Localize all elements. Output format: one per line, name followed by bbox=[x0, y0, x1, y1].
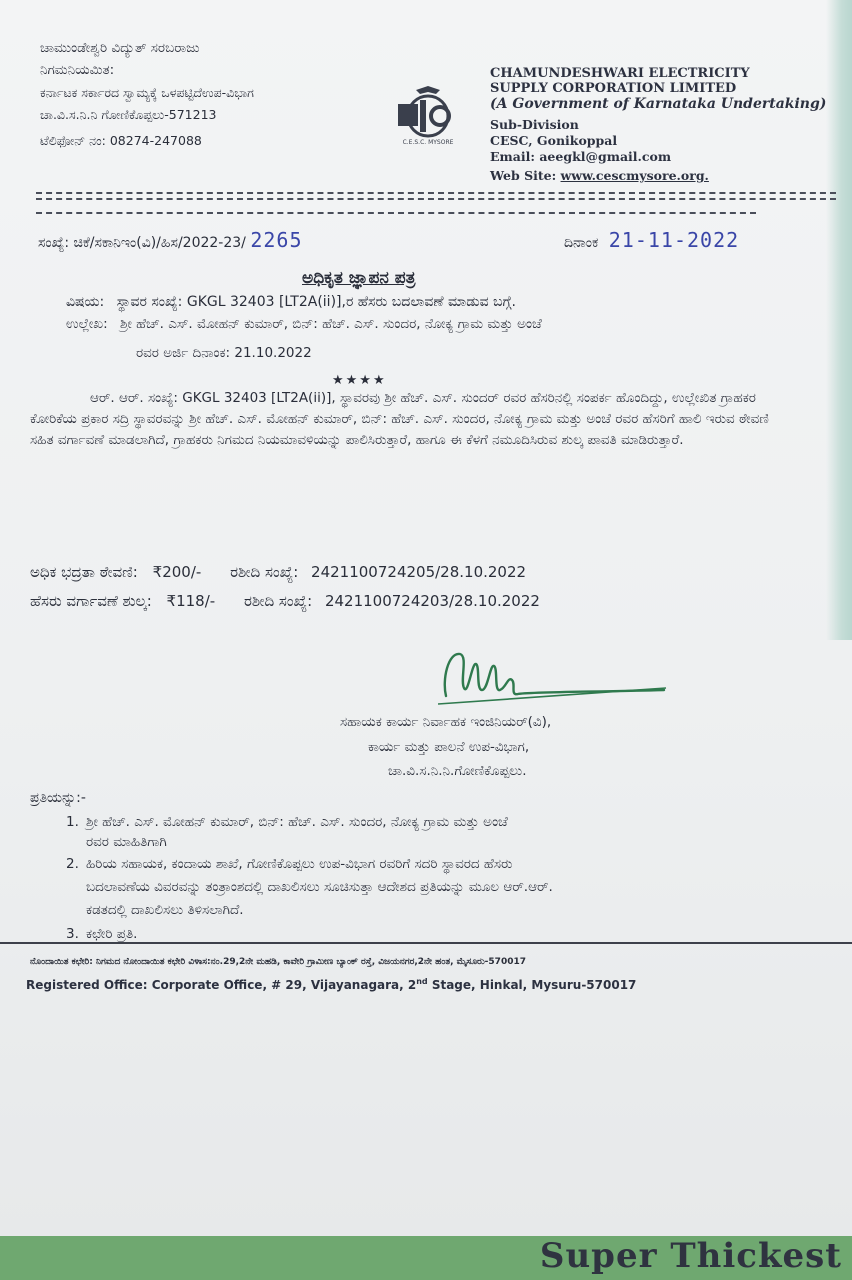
footer-text-part2: Stage, Hinkal, Mysuru-570017 bbox=[427, 978, 637, 992]
receipt-label: ರಶೀದಿ ಸಂಖ್ಯೆ: bbox=[230, 563, 299, 581]
copy-item-1-number: 1. bbox=[66, 814, 79, 830]
copy-item-2-line1: ಹಿರಿಯ ಸಹಾಯಕ, ಕಂದಾಯ ಶಾಖೆ, ಗೋಣಿಕೊಪ್ಪಲು ಉಪ-ವಿಭಾಗ ರವರಿಗೆ ಸದರಿ ಸ್ಥಾವರದ ಹೆಸರು bbox=[86, 856, 513, 872]
english-web-line bbox=[490, 168, 709, 183]
ref-number-line bbox=[38, 228, 303, 252]
receipt-number: 2421100724203/28.10.2022 bbox=[324, 592, 540, 610]
subject-line bbox=[66, 294, 516, 311]
fee-row-security-deposit bbox=[30, 563, 526, 581]
kannada-nigama: ನಿಗಮನಿಯಮಿತ: bbox=[40, 62, 115, 78]
green-background-right bbox=[826, 0, 852, 640]
header-rule-1 bbox=[36, 192, 836, 194]
date-line bbox=[564, 228, 740, 252]
web-link[interactable]: www.cescmysore.org. bbox=[560, 168, 709, 183]
web-label: Web Site: bbox=[490, 168, 561, 183]
header-rule-2 bbox=[36, 198, 836, 200]
english-cesc-gonikoppal: CESC, Gonikoppal bbox=[490, 133, 618, 148]
header-rule-3 bbox=[36, 212, 756, 214]
background-brand-text: Super Thickest bbox=[539, 1236, 842, 1276]
memo-title: ಅಧಿಕೃತ ಜ್ಞಾಪನ ಪತ್ರ bbox=[302, 268, 416, 288]
reference-text-2: ರವರ ಅರ್ಜಿ ದಿನಾಂಕ: 21.10.2022 bbox=[136, 345, 312, 361]
english-email-line bbox=[490, 149, 671, 164]
copy-item-3-line1: ಕಛೇರಿ ಪ್ರತಿ. bbox=[86, 926, 138, 942]
copy-item-1-line1: ಶ್ರೀ ಹೆಚ್. ಎಸ್. ಮೋಹನ್ ಕುಮಾರ್, ಬಿನ್: ಹೆಚ್. ಎಸ್. ಸುಂದರ, ನೋಕ್ಯ ಗ್ರಾಮ ಮತ್ತು ಅಂಚೆ bbox=[86, 814, 508, 830]
reference-label: ಉಲ್ಲೇಖ: bbox=[66, 316, 108, 332]
kannada-office-line: ಚಾ.ವಿ.ಸ.ನಿ.ನಿ ಗೋಣಿಕೊಪ್ಪಲು-571213 bbox=[40, 107, 217, 122]
kannada-phone-line: ಟೆಲಿಫೋನ್ ನಂ: 08274-247088 bbox=[40, 133, 202, 148]
body-paragraph: ಆರ್. ಆರ್. ಸಂಖ್ಯೆ: GKGL 32403 [LT2A(ii)], ಸ್ಥಾವರವು ಶ್ರೀ ಹೆಚ್. ಎಸ್. ಸುಂದರ್ ರವರ ಹೆಸರಿನಲ್ಲಿ ಸಂಪರ್ಕ ಹೊಂದಿದ್ದು, ಉಲ್ಲೇಖಿತ ಗ್ರಾಹಕರ ಕೋರಿಕೆಯ ಪ್ರಕಾರ ಸದ್ರಿ ಸ್ಥಾವರವನ್ನು ಶ್ರೀ ಹೆಚ್. ಎಸ್. ಮೋಹನ್ ಕುಮಾರ್, ಬಿನ್: ಹೆಚ್. ಎಸ್. ಸುಂದರ, ನೋಕ್ಯ ಗ್ರಾಮ ಮತ್ತು ಅಂಚೆ ರವರ ಹೆಸರಿಗೆ ಹಾಲಿ ಇರುವ ಠೇವಣಿ ಸಹಿತ ವರ್ಗಾವಣೆ ಮಾಡಲಾಗಿದೆ, ಗ್ರಾಹಕರು ನಿಗಮದ ನಿಯಮಾವಳಿಯನ್ನು ಪಾಲಿಸಿರುತ್ತಾರೆ, ಹಾಗೂ ಈ ಕೆಳಗೆ ನಮೂದಿಸಿರುವ ಶುಲ್ಕ ಪಾವತಿ ಮಾಡಿರುತ್ತಾರೆ. bbox=[30, 390, 769, 448]
fee-amount: ₹118/- bbox=[166, 592, 216, 610]
ref-label: ಸಂಖ್ಯೆ: ಚಿಕೆ/ಸಕಾನಿಇಂ(ವಿ)/ಹಿಸ/2022-23/ bbox=[38, 235, 246, 251]
email-label: Email: bbox=[490, 149, 540, 164]
english-org-line1: CHAMUNDESHWARI ELECTRICITY bbox=[490, 66, 750, 81]
ref-number-handwritten: 2265 bbox=[250, 228, 303, 252]
fee-label: ಹೆಸರು ವರ್ಗಾವಣೆ ಶುಲ್ಕ: bbox=[30, 592, 152, 610]
signatory-location: ಚಾ.ವಿ.ಸ.ನಿ.ನಿ.ಗೋಣಿಕೊಪ್ಪಲು. bbox=[388, 763, 527, 779]
fee-label: ಅಧಿಕ ಭದ್ರತಾ ಠೇವಣಿ: bbox=[30, 563, 138, 581]
receipt-label: ರಶೀದಿ ಸಂಖ್ಯೆ: bbox=[243, 592, 313, 610]
signatory-office: ಕಾರ್ಯ ಮತ್ತು ಪಾಲನೆ ಉಪ-ವಿಭಾಗ, bbox=[368, 739, 530, 755]
kannada-org-name: ಚಾಮುಂಡೇಶ್ವರಿ ವಿದ್ಯುತ್ ಸರಬರಾಜು bbox=[40, 40, 200, 56]
copy-item-2-number: 2. bbox=[66, 856, 79, 872]
reference-line bbox=[66, 316, 542, 333]
email-link[interactable]: aeegkl@gmail.com bbox=[539, 149, 672, 164]
copy-item-3-number: 3. bbox=[66, 926, 79, 942]
fee-amount: ₹200/- bbox=[152, 563, 202, 581]
copy-item-2-line2: ಬದಲಾವಣೆಯ ವಿವರವನ್ನು ತಂತ್ರಾಂಶದಲ್ಲಿ ದಾಖಲಿಸಲು ಸೂಚಿಸುತ್ತಾ ಆದೇಶದ ಪ್ರತಿಯನ್ನು ಮೂಲ ಆರ್.ಆರ್. bbox=[86, 879, 553, 895]
copies-label: ಪ್ರತಿಯನ್ನು:- bbox=[30, 790, 86, 806]
fee-row-name-transfer bbox=[30, 592, 540, 610]
copy-item-1-line2: ರವರ ಮಾಹಿತಿಗಾಗಿ bbox=[86, 834, 167, 850]
english-org-line2: SUPPLY CORPORATION LIMITED bbox=[490, 81, 737, 96]
logo-text: C.E.S.C. MYSORE bbox=[402, 139, 454, 146]
green-background-bottom bbox=[0, 1236, 852, 1280]
subject-text: ಸ್ಥಾವರ ಸಂಖ್ಯೆ: GKGL 32403 [LT2A(ii)],ರ ಹೆಸರು ಬದಲಾವಣೆ ಮಾಡುವ ಬಗ್ಗೆ. bbox=[116, 294, 516, 310]
separator-stars: ★★★★ bbox=[332, 373, 387, 388]
date-handwritten: 21-11-2022 bbox=[608, 228, 740, 252]
cesc-logo bbox=[392, 82, 464, 148]
footer-superscript: nd bbox=[416, 977, 428, 986]
kannada-govt-line: ಕರ್ನಾಟಕ ಸರ್ಕಾರದ ಸ್ವಾಮ್ಯಕ್ಕೆ ಒಳಪಟ್ಟಿದೆಉಪ-ವಿಭಾಗ bbox=[40, 85, 254, 100]
signatory-designation: ಸಹಾಯಕ ಕಾರ್ಯ ನಿರ್ವಾಹಕ ಇಂಜಿನಿಯರ್(ವಿ), bbox=[340, 714, 552, 730]
footer-rule bbox=[0, 942, 852, 944]
english-subdivision: Sub-Division bbox=[490, 117, 579, 132]
english-govt-line: (A Government of Karnataka Undertaking) bbox=[490, 96, 827, 112]
handwritten-signature bbox=[438, 640, 668, 710]
copy-item-2-line3: ಕಡತದಲ್ಲಿ ದಾಖಲಿಸಲು ತಿಳಿಸಲಾಗಿದೆ. bbox=[86, 902, 244, 918]
footer-kannada-address: ನೊಂದಾಯಿತ ಕಛೇರಿ: ನಿಗಮದ ನೋಂದಾಯಿತ ಕಛೇರಿ ವಿಳಾಸ:ನಂ.29,2ನೇ ಮಹಡಿ, ಕಾವೇರಿ ಗ್ರಾಮೀಣ ಬ್ಯಾಂಕ್ ರಸ್ತೆ, ವಿಜಯನಗರ,2ನೇ ಹಂತ, ಮೈಸೂರು-570017 bbox=[30, 957, 526, 967]
footer-text-part1: Registered Office: Corporate Office, # 29, Vijayanagara, 2 bbox=[26, 978, 417, 992]
subject-label: ವಿಷಯ: bbox=[66, 294, 105, 310]
footer-registered-office bbox=[26, 974, 636, 993]
date-label: ದಿನಾಂಕ bbox=[564, 235, 599, 251]
reference-text-1: ಶ್ರೀ ಹೆಚ್. ಎಸ್. ಮೋಹನ್ ಕುಮಾರ್, ಬಿನ್: ಹೆಚ್. ಎಸ್. ಸುಂದರ, ನೋಕ್ಯ ಗ್ರಾಮ ಮತ್ತು ಅಂಚೆ bbox=[119, 316, 542, 332]
receipt-number: 242110072420​5/28.10.2022 bbox=[311, 563, 527, 581]
